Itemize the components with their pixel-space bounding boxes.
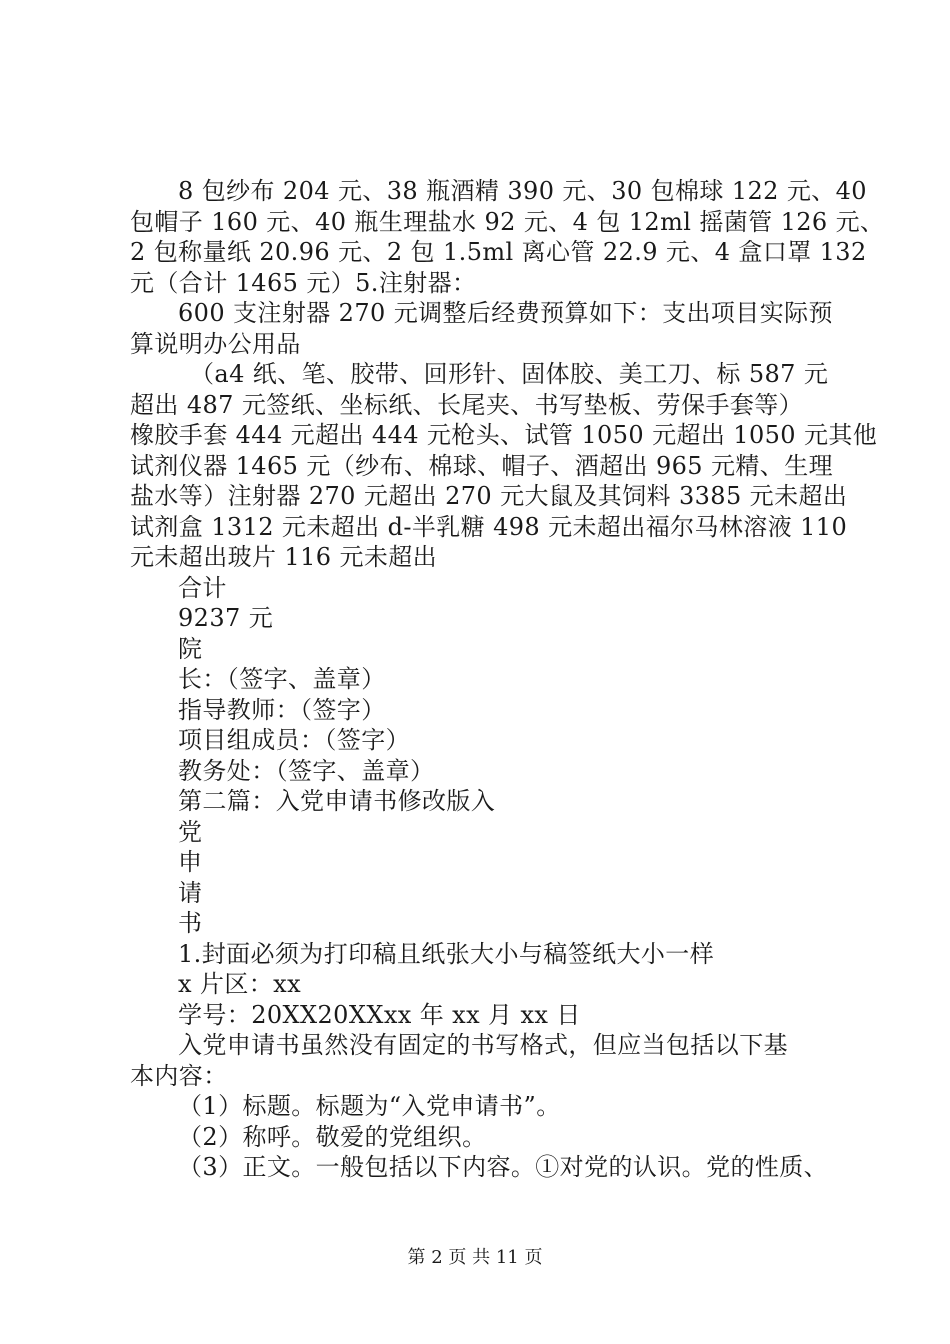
text-line: 院	[178, 634, 203, 663]
text-line: 试剂仪器 1465 元（纱布、棉球、帽子、酒超出 965 元精、生理	[130, 451, 834, 480]
text-line: （a4 纸、笔、胶带、回形针、固体胶、美工刀、标 587 元	[190, 360, 829, 388]
text-line: 第二篇：入党申请书修改版入	[178, 787, 496, 815]
page-number: 第 2 页 共 11 页	[407, 1247, 543, 1268]
page-footer	[0, 1243, 950, 1269]
text-line: 入党申请书虽然没有固定的书写格式，但应当包括以下基	[178, 1031, 788, 1059]
text-line: 橡胶手套 444 元超出 444 元枪头、试管 1050 元超出 1050 元其他	[130, 421, 878, 449]
text-line: 包帽子 160 元、40 瓶生理盐水 92 元、4 包 12ml 摇菌管 126 元、	[130, 207, 885, 236]
text-line: 项目组成员：（签字）	[178, 726, 410, 754]
text-line: 党	[178, 817, 203, 846]
text-line: 盐水等）注射器 270 元超出 270 元大鼠及其饲料 3385 元未超出	[130, 482, 848, 510]
text-line: 元未超出玻片 116 元未超出	[130, 543, 438, 571]
text-line: 本内容：	[130, 1061, 228, 1090]
text-line: x 片区：xx	[178, 970, 302, 998]
text-line: 合计	[178, 573, 227, 602]
text-line: 教务处：（签字、盖章）	[178, 756, 435, 785]
text-line: （1）标题。标题为“入党申请书”。	[178, 1092, 561, 1120]
document-body	[130, 176, 885, 1183]
text-line: 600 支注射器 270 元调整后经费预算如下：支出项目实际预	[178, 299, 833, 327]
text-line: 指导教师：（签字）	[178, 695, 386, 724]
text-line: 长：（签字、盖章）	[178, 665, 386, 693]
text-line: （2）称呼。敬爱的党组织。	[178, 1122, 487, 1151]
text-line: 超出 487 元签纸、坐标纸、长尾夹、书写垫板、劳保手套等）	[130, 390, 804, 419]
text-line: 学号：20XX20XXxx 年 xx 月 xx 日	[178, 1000, 581, 1029]
text-line: 9237 元	[178, 604, 274, 632]
text-line: 算说明办公用品	[130, 329, 301, 358]
text-line: 申	[178, 848, 203, 876]
text-line: 书	[178, 909, 203, 937]
text-line: （3）正文。一般包括以下内容。①对党的认识。党的性质、	[178, 1153, 829, 1181]
text-line: 8 包纱布 204 元、38 瓶酒精 390 元、30 包棉球 122 元、40	[178, 177, 867, 205]
text-line: 1.封面必须为打印稿且纸张大小与稿签纸大小一样	[178, 939, 715, 968]
text-line: 元（合计 1465 元）5.注射器：	[130, 268, 477, 297]
text-line: 2 包称量纸 20.96 元、2 包 1.5ml 离心管 22.9 元、4 盒口罩 132	[130, 238, 867, 266]
text-line: 请	[178, 878, 203, 907]
text-line: 试剂盒 1312 元未超出 d-半乳糖 498 元未超出福尔马林溶液 110	[130, 512, 848, 541]
